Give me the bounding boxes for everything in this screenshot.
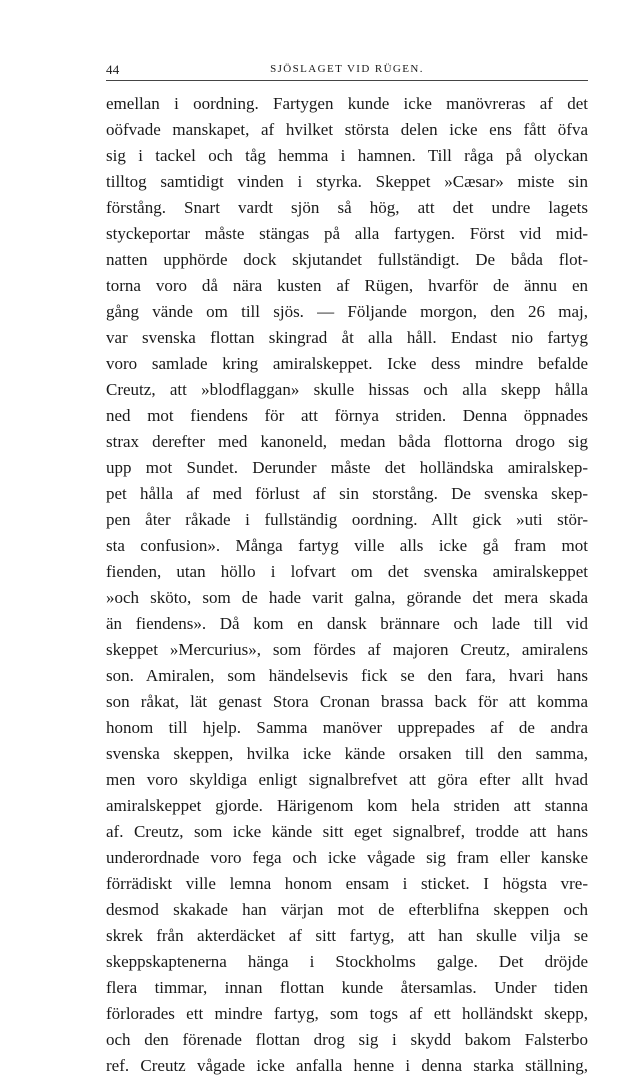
text-line: af. Creutz, som icke kände sitt eget signalbref, trodde att hans bbox=[106, 822, 588, 841]
text-line: underordnade voro fega och icke vågade sig fram eller kanske bbox=[106, 848, 588, 867]
text-line: förstång. Snart vardt sjön så hög, att det undre lagets bbox=[106, 198, 588, 217]
text-line: ref. Creutz vågade icke anfalla henne i denna starka ställning, bbox=[106, 1056, 588, 1075]
text-line: och den förenade flottan drog sig i skydd bakom Falsterbo bbox=[106, 1030, 588, 1049]
running-title: SJÖSLAGET VID RÜGEN. bbox=[270, 63, 424, 75]
text-line: Creutz, att »blodflaggan» skulle hissas och alla skepp hålla bbox=[106, 380, 588, 399]
body-text bbox=[106, 91, 588, 1079]
text-line: skeppet »Mercurius», som fördes af majoren Creutz, amiralens bbox=[106, 640, 588, 659]
text-line: flera timmar, innan flottan kunde återsamlas. Under tiden bbox=[106, 978, 588, 997]
text-line: fienden, utan höllo i lofvart om det svenska amiralskeppet bbox=[106, 562, 588, 581]
text-line: amiralskeppet gjorde. Härigenom kom hela striden att stanna bbox=[106, 796, 588, 815]
text-line: torna voro då nära kusten af Rügen, hvarför de ännu en bbox=[106, 276, 588, 295]
text-line: »och sköto, som de hade varit galna, görande det mera skada bbox=[106, 588, 588, 607]
text-line: oöfvade manskapet, af hvilket största delen icke ens fått öfva bbox=[106, 120, 588, 139]
text-line: son. Amiralen, som händelsevis fick se den fara, hvari hans bbox=[106, 666, 588, 685]
text-line: upp mot Sundet. Derunder måste det holländska amiralskep- bbox=[106, 458, 588, 477]
text-line: svenska skeppen, hvilka icke kände orsaken till den samma, bbox=[106, 744, 588, 763]
text-line: ned mot fiendens för att förnya striden. Denna öppnades bbox=[106, 406, 588, 425]
page-number: 44 bbox=[106, 62, 120, 77]
text-line: strax derefter med kanoneld, medan båda flottorna drogo sig bbox=[106, 432, 588, 451]
text-line: desmod skakade han värjan mot de efterblifna skeppen och bbox=[106, 900, 588, 919]
text-line: skeppskaptenerna hänga i Stockholms galge. Det dröjde bbox=[106, 952, 588, 971]
text-line: pet hålla af med förlust af sin storstång. De svenska skep- bbox=[106, 484, 588, 503]
header-rule bbox=[106, 80, 588, 81]
text-line: men voro skyldiga enligt signalbrefvet att göra efter allt hvad bbox=[106, 770, 588, 789]
text-line: gång vände om till sjös. — Följande morgon, den 26 maj, bbox=[106, 302, 588, 321]
text-line: var svenska flottan skingrad åt alla håll. Endast nio fartyg bbox=[106, 328, 588, 347]
text-line: tilltog samtidigt vinden i styrka. Skeppet »Cæsar» miste sin bbox=[106, 172, 588, 191]
text-line: sta confusion». Många fartyg ville alls icke gå fram mot bbox=[106, 536, 588, 555]
text-line: sig i tackel och tåg hemma i hamnen. Till råga på olyckan bbox=[106, 146, 588, 165]
text-line: förlorades ett mindre fartyg, som togs af ett holländskt skepp, bbox=[106, 1004, 588, 1023]
text-line: styckeportar måste stängas på alla fartygen. Först vid mid- bbox=[106, 224, 588, 243]
text-line: son råkat, lät genast Stora Cronan brassa back för att komma bbox=[106, 692, 588, 711]
text-line: pen åter råkade i fullständig oordning. Allt gick »uti stör- bbox=[106, 510, 588, 529]
text-line: natten upphörde dock skjutandet fullständigt. De båda flot- bbox=[106, 250, 588, 269]
text-line: emellan i oordning. Fartygen kunde icke manövreras af det bbox=[106, 94, 588, 113]
text-line: honom till hjelp. Samma manöver upprepades af de andra bbox=[106, 718, 588, 737]
text-line: än fiendens». Då kom en dansk brännare och lade till vid bbox=[106, 614, 588, 633]
text-line: förrädiskt ville lemna honom ensam i sticket. I högsta vre- bbox=[106, 874, 588, 893]
running-head bbox=[106, 60, 588, 80]
text-line: skrek från akterdäcket af sitt fartyg, att han skulle vilja se bbox=[106, 926, 588, 945]
text-line: voro samlade kring amiralskeppet. Icke dess mindre befalde bbox=[106, 354, 588, 373]
